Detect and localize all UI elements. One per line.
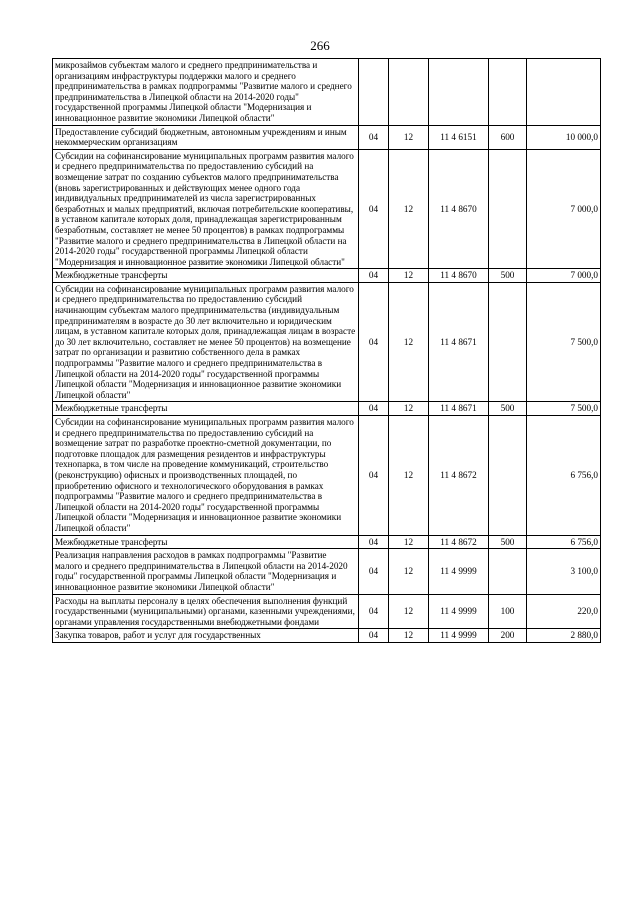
budget-table bbox=[52, 58, 601, 643]
expense-type-cell: 500 bbox=[489, 535, 527, 549]
budget-table-body bbox=[53, 59, 601, 643]
table-row bbox=[53, 125, 601, 149]
table-row bbox=[53, 629, 601, 643]
amount-cell: 2 880,0 bbox=[527, 629, 601, 643]
table-row bbox=[53, 594, 601, 629]
table-row bbox=[53, 149, 601, 269]
table-row bbox=[53, 416, 601, 536]
subsection-code-cell: 12 bbox=[389, 269, 429, 283]
subsection-code-cell: 12 bbox=[389, 125, 429, 149]
page-number: 266 bbox=[310, 38, 330, 53]
section-code-cell: 04 bbox=[359, 594, 389, 629]
amount-cell: 220,0 bbox=[527, 594, 601, 629]
expense-name-cell: Субсидии на софинансирование муниципальных программ развития малого и среднего предпринимательства по предоставлению субсидий на возмещение затрат по созданию субъектов малого предпринимательства (вновь зарегистрированных и действующих менее одного года индивидуальных предпринимателей из числа зарегистрированных безработных и малых предприятий, включая потребительские кооперативы, в уставном капитале которых доля, принадлежащая зарегистрированным безработным, составляет не менее 50 процентов) в рамках подпрограммы "Развитие малого и среднего предпринимательства в Липецкой области на 2014-2020 годы" государственной программы Липецкой области "Модернизация и инновационное развитие экономики Липецкой области" bbox=[53, 149, 359, 269]
expense-name-cell: Межбюджетные трансферты bbox=[53, 269, 359, 283]
target-article-cell: 11 4 8670 bbox=[429, 269, 489, 283]
section-code-cell: 04 bbox=[359, 402, 389, 416]
expense-type-cell: 100 bbox=[489, 594, 527, 629]
expense-type-cell: 500 bbox=[489, 269, 527, 283]
target-article-cell bbox=[429, 59, 489, 126]
amount-cell: 3 100,0 bbox=[527, 549, 601, 594]
table-row bbox=[53, 549, 601, 594]
expense-type-cell: 600 bbox=[489, 125, 527, 149]
subsection-code-cell: 12 bbox=[389, 149, 429, 269]
expense-name-cell: Межбюджетные трансферты bbox=[53, 402, 359, 416]
subsection-code-cell: 12 bbox=[389, 402, 429, 416]
expense-type-cell: 200 bbox=[489, 629, 527, 643]
expense-name-cell: Субсидии на софинансирование муниципальных программ развития малого и среднего предпринимательства по предоставлению субсидий начинающим субъектам малого предпринимательства (индивидуальным предпринимателям в возрасте до 30 лет включительно и юридическим лицам, в уставном капитале которых доля, принадлежащая лицам в возрасте до 30 лет включительно, составляет не менее 50 процентов) на возмещение затрат по организации и развитию собственного дела в рамках подпрограммы "Развитие малого и среднего предпринимательства в Липецкой области на 2014-2020 годы" государственной программы Липецкой области "Модернизация и инновационное развитие экономики Липецкой области" bbox=[53, 282, 359, 402]
subsection-code-cell: 12 bbox=[389, 282, 429, 402]
section-code-cell: 04 bbox=[359, 416, 389, 536]
expense-name-cell: Субсидии на софинансирование муниципальных программ развития малого и среднего предпринимательства по предоставлению субсидий на возмещение затрат по разработке проектно-сметной документации, по подготовке площадок для размещения резидентов и инфраструктуры технопарка, в том числе на проведение коммуникаций, строительство (реконструкцию) офисных и производственных площадей, по приобретению офисного и технологического оборудования в рамках подпрограммы "Развитие малого и среднего предпринимательства в Липецкой области на 2014-2020 годы" государственной программы Липецкой области "Модернизация и инновационное развитие экономики Липецкой области" bbox=[53, 416, 359, 536]
amount-cell: 6 756,0 bbox=[527, 416, 601, 536]
expense-name-cell: Расходы на выплаты персоналу в целях обеспечения выполнения функций государственными (муниципальными) органами, казенными учреждениями, органами управления государственными внебюджетными фондами bbox=[53, 594, 359, 629]
subsection-code-cell: 12 bbox=[389, 549, 429, 594]
amount-cell: 10 000,0 bbox=[527, 125, 601, 149]
table-row bbox=[53, 535, 601, 549]
table-row bbox=[53, 269, 601, 283]
section-code-cell: 04 bbox=[359, 629, 389, 643]
amount-cell: 6 756,0 bbox=[527, 535, 601, 549]
expense-type-cell: 500 bbox=[489, 402, 527, 416]
subsection-code-cell: 12 bbox=[389, 629, 429, 643]
expense-name-cell: Межбюджетные трансферты bbox=[53, 535, 359, 549]
amount-cell: 7 500,0 bbox=[527, 402, 601, 416]
target-article-cell: 11 4 8670 bbox=[429, 149, 489, 269]
section-code-cell: 04 bbox=[359, 282, 389, 402]
target-article-cell: 11 4 8671 bbox=[429, 402, 489, 416]
table-row bbox=[53, 402, 601, 416]
expense-name-cell: Закупка товаров, работ и услуг для государственных bbox=[53, 629, 359, 643]
subsection-code-cell bbox=[389, 59, 429, 126]
expense-name-cell: Предоставление субсидий бюджетным, автономным учреждениям и иным некоммерческим организациям bbox=[53, 125, 359, 149]
expense-type-cell bbox=[489, 416, 527, 536]
expense-type-cell bbox=[489, 282, 527, 402]
target-article-cell: 11 4 9999 bbox=[429, 594, 489, 629]
subsection-code-cell: 12 bbox=[389, 594, 429, 629]
target-article-cell: 11 4 9999 bbox=[429, 549, 489, 594]
amount-cell bbox=[527, 59, 601, 126]
expense-type-cell bbox=[489, 59, 527, 126]
section-code-cell: 04 bbox=[359, 549, 389, 594]
section-code-cell: 04 bbox=[359, 269, 389, 283]
subsection-code-cell: 12 bbox=[389, 535, 429, 549]
section-code-cell bbox=[359, 59, 389, 126]
section-code-cell: 04 bbox=[359, 149, 389, 269]
amount-cell: 7 500,0 bbox=[527, 282, 601, 402]
target-article-cell: 11 4 8671 bbox=[429, 282, 489, 402]
table-row bbox=[53, 59, 601, 126]
table-row bbox=[53, 282, 601, 402]
section-code-cell: 04 bbox=[359, 535, 389, 549]
target-article-cell: 11 4 8672 bbox=[429, 535, 489, 549]
amount-cell: 7 000,0 bbox=[527, 149, 601, 269]
expense-name-cell: Реализация направления расходов в рамках подпрограммы "Развитие малого и среднего предпринимательства в Липецкой области на 2014-2020 годы" государственной программы Липецкой области "Модернизация и инновационное развитие экономики Липецкой области" bbox=[53, 549, 359, 594]
expense-name-cell: микрозаймов субъектам малого и среднего предпринимательства и организациям инфраструктуры поддержки малого и среднего предпринимательства в рамках подпрограммы "Развитие малого и среднего предпринимательства в Липецкой области на 2014-2020 годы" государственной программы Липецкой области "Модернизация и инновационное развитие экономики Липецкой области" bbox=[53, 59, 359, 126]
subsection-code-cell: 12 bbox=[389, 416, 429, 536]
section-code-cell: 04 bbox=[359, 125, 389, 149]
target-article-cell: 11 4 6151 bbox=[429, 125, 489, 149]
expense-type-cell bbox=[489, 149, 527, 269]
amount-cell: 7 000,0 bbox=[527, 269, 601, 283]
target-article-cell: 11 4 9999 bbox=[429, 629, 489, 643]
target-article-cell: 11 4 8672 bbox=[429, 416, 489, 536]
expense-type-cell bbox=[489, 549, 527, 594]
